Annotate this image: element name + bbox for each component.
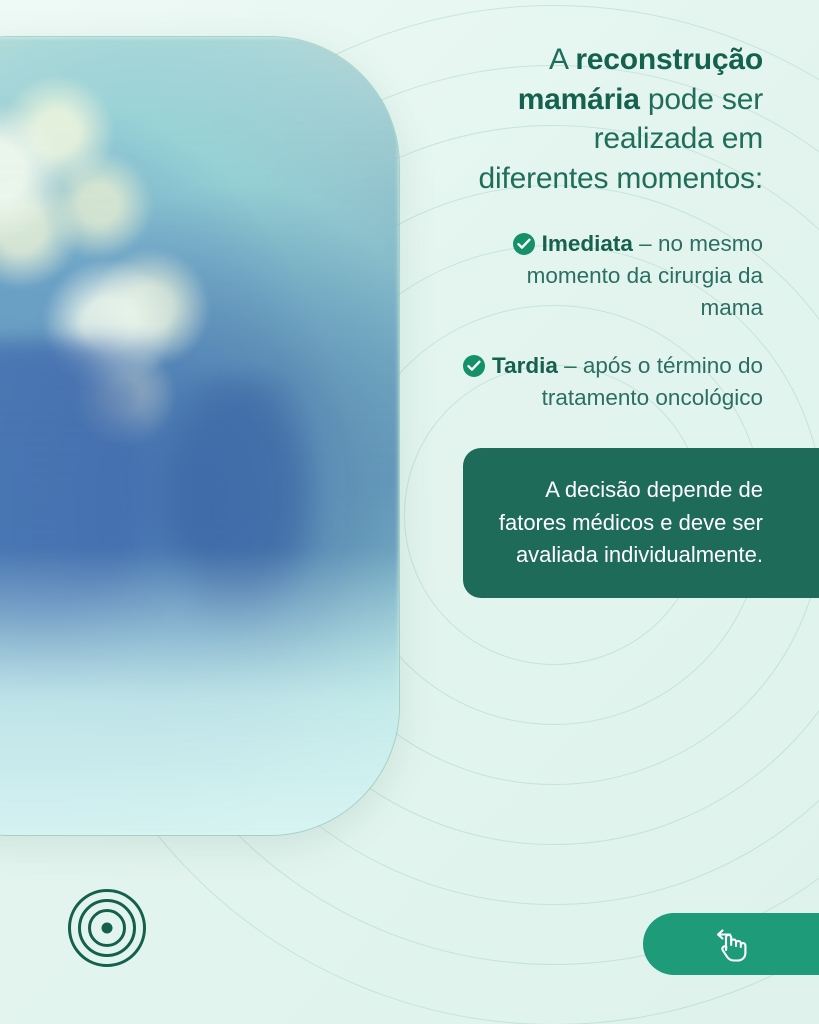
photo-drape-overlay <box>0 548 400 836</box>
bullet-dash: – após o <box>557 353 651 379</box>
bullet-text: término do tratamento oncológico <box>541 353 764 411</box>
check-circle-icon <box>463 355 485 377</box>
note-box: A decisão depende de fatores médicos e deve ser avaliada individualmente. <box>463 448 819 598</box>
bullet-list <box>463 228 763 414</box>
headline <box>463 40 763 198</box>
concentric-circles-logo <box>66 887 148 969</box>
bullet-text: mesmo momento da cirurgia da mama <box>526 231 763 321</box>
swipe-hand-icon <box>711 925 751 963</box>
surgery-photo <box>0 36 400 836</box>
headline-prefix: A <box>549 43 576 76</box>
list-item <box>463 228 763 324</box>
headline-emphasis: reconstrução mamária <box>517 43 763 116</box>
list-item <box>463 350 763 414</box>
bullet-term: Imediata <box>541 231 633 257</box>
headline-rest: pode ser realizada em diferentes momentos: <box>478 82 763 195</box>
bullet-dash: – no <box>632 231 683 257</box>
bullet-term: Tardia <box>492 353 558 379</box>
content-column <box>463 40 764 568</box>
swipe-next-button[interactable] <box>643 913 819 975</box>
check-circle-icon <box>513 233 535 255</box>
